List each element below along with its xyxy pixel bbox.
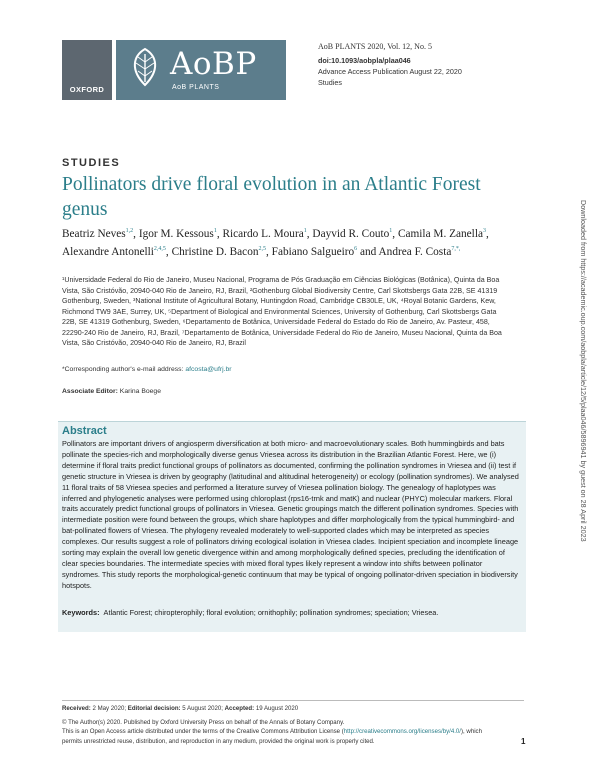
author-name: Andrea F. Costa [378,245,452,258]
license-link[interactable]: http://creativecommons.org/licenses/by/4.0/ [343,728,461,736]
author-name: Ricardo L. Moura [222,227,304,240]
decision-date: 5 August 2020; [182,705,223,712]
author-affiliation-mark: 1 [303,228,307,234]
publication-note: Advance Access Publication August 22, 2020 [318,67,462,76]
footer-divider [62,700,524,701]
author-separator: , [216,227,223,240]
corresponding-email[interactable]: afcosta@ufrj.br [185,366,232,373]
associate-editor [62,388,161,395]
article-type: Studies [318,78,342,87]
corresponding-author [62,366,232,373]
author-separator: , [306,227,313,240]
corresponding-label: *Corresponding author's e-mail address: [62,366,184,373]
doi-link[interactable]: doi:10.1093/aobpla/plaa046 [318,56,411,65]
author-name: Dayvid R. Couto [312,227,390,240]
abstract-heading: Abstract [62,425,107,437]
oxford-logo-text: OXFORD [69,85,105,94]
decision-label: Editorial decision: [127,705,181,712]
associate-editor-name: Karina Boege [119,388,161,395]
journal-meta [318,41,558,88]
author-affiliation-mark: 7,*, [451,245,461,252]
author-name: Camila M. Zanella [397,227,483,240]
abstract-text: Pollinators are important drivers of angiosperm diversification at both micro- and macroevolutionary scales. Both hummingbirds and bats pollinate the species-rich and morphologically diverse genus Vriesea across its distribution in the Brazilian Atlantic Forest. Here, we (i) determine if floral traits predict functional groups of pollinators as documented, confirming the pollination syndromes in Vriesea and (ii) test if genetic structure in Vriesea is driven by geography (latitudinal and altitudinal heterogeneity) or ecology (pollination syndromes). We analysed 11 floral traits of 58 Vriesea species and performed a literature survey of Vriesea pollination biology. The genealogy of haplotypes was inferred and phylogenetic analyses were performed using chloroplast (rps16-trnk and matK) and nuclear (PHYC) molecular markers. Floral traits accurately predict functional groups of pollinators in Vriesea. Genetic groupings match the different pollination syndromes. Species with intermediate position were found between the groups, which share haplotypes and differ morphologically from the typical hummingbird- and bat-pollinated flowers of Vriesea. The phylogeny revealed moderately to well-supported clades which may be interpreted as species complexes. Our results suggest a role of pollinators driving ecological isolation in Vriesea clades. Incipient speciation and incomplete lineage sorting may explain the overall low genetic divergence within and among morphologically defined species, precluding the identification of clear species boundaries. The intermediate species with mixed floral types likely represent a window into shifts between pollinator syndromes. This study reports the morphological-genetic continuum that may be typical of ongoing pollinator-driven speciation in biodiversity hotspots. [62,439,519,590]
author-name: Christine D. Bacon [171,245,259,258]
author-affiliation-mark: 1 [389,228,393,234]
author-name: Igor M. Kessous [138,227,214,240]
author-separator: , [165,245,172,258]
received-label: Received: [62,705,91,712]
article-dates [62,704,502,714]
author-affiliation-mark: 1 [213,228,217,234]
author-separator: , [485,227,489,240]
author-affiliation-mark: 3 [482,228,486,234]
copyright: © The Author(s) 2020. Published by Oxford University Press on behalf of the Annals of Botany Company. [62,718,345,726]
accepted-date: 19 August 2020 [255,705,299,712]
author-separator: , [133,227,139,240]
keywords [62,608,520,619]
journal-logo [116,40,286,100]
leaf-icon [124,46,166,88]
oxford-logo [62,40,112,100]
received-date: 2 May 2020; [92,705,127,712]
accepted-label: Accepted: [224,705,255,712]
license-text-2: ), which permits unrestricted reuse, distribution, and reproduction in any medium, provided the original work is properly cited. [62,728,482,746]
journal-logo-subtitle: AoB PLANTS [172,84,220,91]
page-number: 1 [521,737,526,746]
footer [62,704,502,747]
keywords-text: Atlantic Forest; chiropterophily; floral evolution; ornithophily; pollination syndromes; speciation; Vriesea. [103,608,439,617]
author-separator: , [266,245,272,258]
author-name: Fabiano Salgueiro [271,245,355,258]
author-affiliation-mark: 6 [354,245,358,252]
author-affiliation-mark: 1,2 [125,228,134,234]
author-affiliation-mark: 2,5 [258,245,266,252]
journal-issue: AoB PLANTS 2020, Vol. 12, No. 5 [318,42,432,51]
license-text-1: This is an Open Access article distributed under the terms of the Creative Commons Attribution License ( [62,728,344,736]
author-affiliation-mark: 2,4,5 [153,245,166,252]
section-label: STUDIES [62,157,121,169]
associate-editor-label: Associate Editor: [62,388,118,395]
article-title: Pollinators drive floral evolution in an Atlantic Forest genus [62,174,481,220]
license [62,727,502,746]
author-name: Alexandre Antonelli [62,245,154,258]
author-name: Beatriz Neves [62,227,126,240]
author-separator: , [392,227,398,240]
download-note: Downloaded from https://academic.oup.com/aobpla/article/12/5/plaa046/5896941 by guest on 28 April 2023 [579,200,588,542]
journal-logo-title: AoBP [170,46,257,82]
keywords-label: Keywords: [62,608,100,617]
author-list [62,224,532,260]
affiliations: ¹Universidade Federal do Rio de Janeiro, Museu Nacional, Programa de Pós Graduação em Ciências Biológicas (Botânica), Quinta da Boa Vista, São Cristóvão, 20940-040 Rio de Janeiro, RJ, Brazil, ²Gothenburg Global Biodiversity Centre, Carl Skottsbergs Gata 22B, SE 41319 Gothenburg, Sweden, ³National Institute of Agricultural Botany, Huntingdon Road, Cambridge CB30LE, UK, ⁴Royal Botanic Gardens, Kew, Richmond TW9 3AE, Surrey, UK, ⁵Department of Biological and Environmental Sciences, University of Gothenburg, Carl Skottsbergs Gata 22B, SE 41319 Gothenburg, Sweden, ⁶Departamento de Botânica, Universidade Federal do Estado do Rio de Janeiro, Av. Pasteur, 458, 22290-240 Rio de Janeiro, RJ, Brazil, ⁷Departamento de Botânica, Universidade Federal do Rio de Janeiro, Museu Nacional, Quinta da Boa Vista, São Cristóvão, 20940-040 Rio de Janeiro, RJ, Brazil [62,276,502,347]
author-separator: and [357,245,379,258]
